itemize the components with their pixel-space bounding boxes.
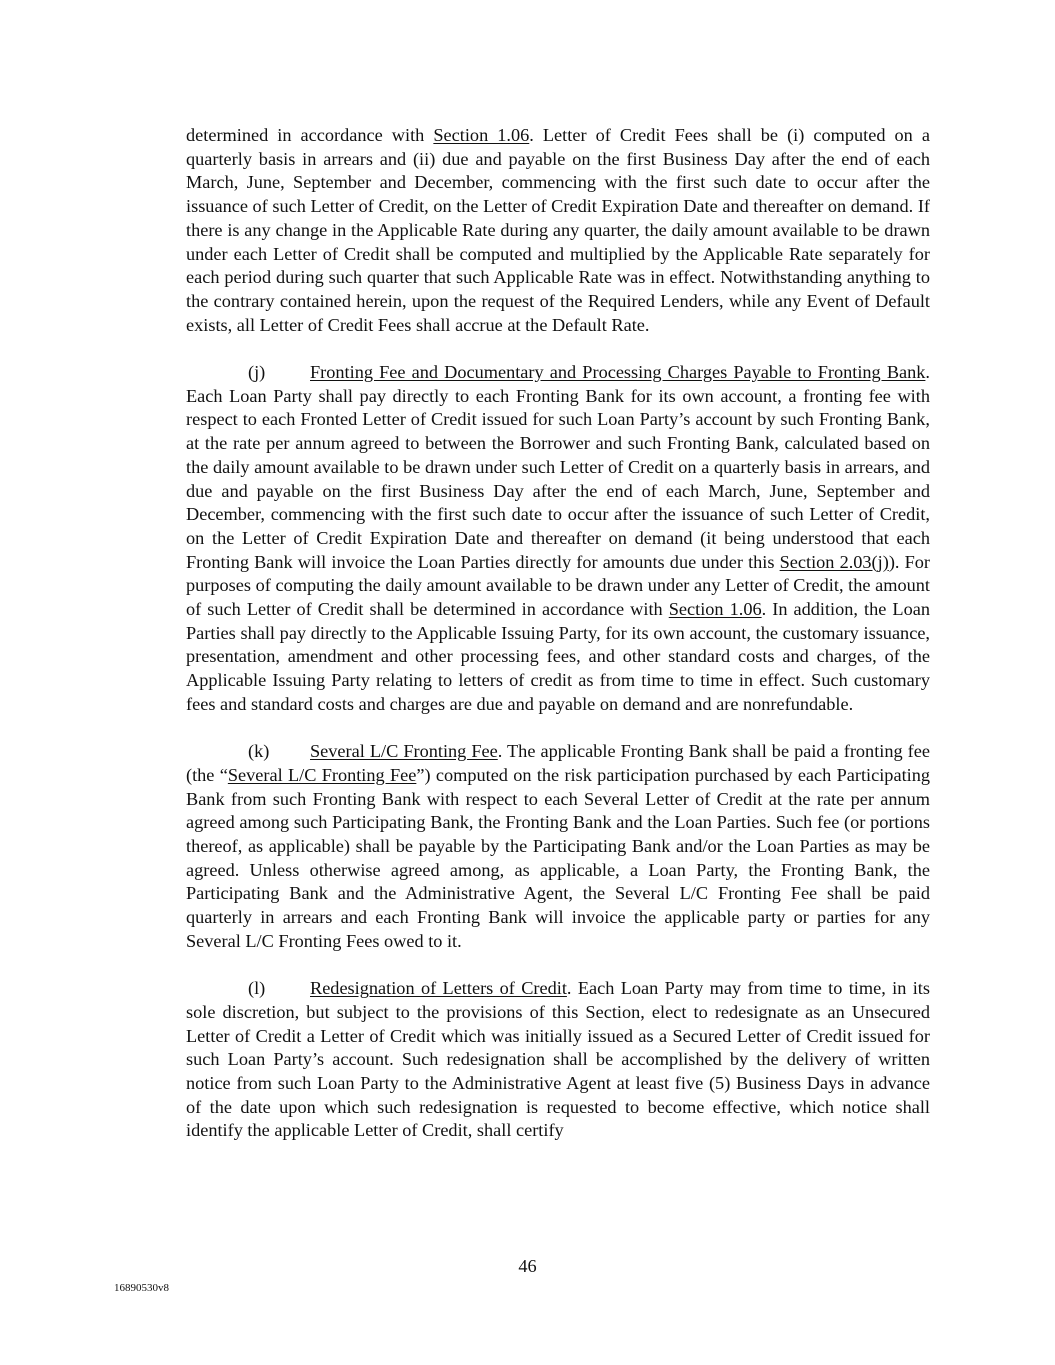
page-body [186, 124, 930, 1143]
paragraph-continuation [186, 124, 930, 337]
section-l-heading: Redesignation of Letters of Credit [310, 978, 567, 999]
section-reference: Section 1.06 [668, 599, 762, 620]
section-j-heading: Fronting Fee and Documentary and Processing Charges Payable to Fronting Bank [310, 362, 926, 383]
section-k-paragraph [186, 740, 930, 953]
paragraph-text: . Each Loan Party may from time to time, in its sole discretion, but subject to the provisions of this Section, elect to redesignate as an Unsecured Letter of Credit a Letter of Credit which was initially issued as a Secured Letter of Credit issued for such Loan Party’s account. Such redesignation shall be accomplished by the delivery of written notice from such Loan Party to the Administrative Agent at least five (5) Business Days in advance of the date upon which such redesignation is requested to become effective, which notice shall identify the applicable Letter of Credit, shall certify [186, 978, 930, 1141]
section-j-paragraph [186, 361, 930, 717]
paragraph-text: . Letter of Credit Fees shall be (i) computed on a quarterly basis in arrears and (ii) due and payable on the first Business Day after the end of each March, June, September and December, commencing with the first such date to occur after the issuance of such Letter of Credit, on the Letter of Credit Expiration Date and thereafter on demand. If there is any change in the Applicable Rate during any quarter, the daily amount available to be drawn under each Letter of Credit shall be computed and multiplied by the Applicable Rate separately for each period during such quarter that such Applicable Rate was in effect. Notwithstanding anything to the contrary contained herein, upon the request of the Required Lenders, while any Event of Default exists, all Letter of Credit Fees shall accrue at the Default Rate. [186, 125, 930, 335]
section-k-label: (k) [248, 741, 270, 762]
section-reference: Section 1.06 [433, 125, 530, 145]
paragraph-text: determined in accordance with [186, 125, 434, 145]
paragraph-text: ). For purposes of computing the daily amount available to be drawn under any Letter of Credit, the amount of such Letter of Credit shall be determined in accordance with [186, 551, 931, 620]
section-l-label: (l) [248, 978, 266, 999]
paragraph-text: . The applicable Fronting Bank shall be paid a fronting fee (the “ [186, 741, 930, 785]
document-id: 16890530v8 [114, 1282, 169, 1294]
paragraph-text: ”) computed on the risk participation purchased by each Participating Bank from such Fronting Bank with respect to each Several Letter of Credit at the rate per annum agreed among such Participating Bank, the Fronting Bank and the Loan Parties. Such fee (or portions thereof, as applicable) shall be payable by the Participating Bank and/or the Loan Parties as may be agreed. Unless otherwise agreed among, as applicable, a Loan Party, the Fronting Bank, the Participating Bank and the Administrative Agent, the Several L/C Fronting Fee shall be paid quarterly in arrears and each Fronting Bank will invoice the applicable party or parties for any Several L/C Fronting Fees owed to it. [186, 764, 931, 951]
paragraph-text: . In addition, the Loan Parties shall pay directly to the Applicable Issuing Party, for its own account, the customary issuance, presentation, amendment and other processing fees, and other standard costs and charges, of the Applicable Issuing Party relating to letters of credit as from time to time in effect. Such customary fees and standard costs and charges are due and payable on demand and are nonrefundable. [186, 599, 930, 714]
section-j-label: (j) [248, 362, 266, 383]
paragraph-text: . Each Loan Party shall pay directly to each Fronting Bank for its own account, a fronting fee with respect to each Fronted Letter of Credit issued for such Loan Party’s account by such Fronting Bank, at the rate per annum agreed to between the Borrower and such Fronting Bank, calculated based on the daily amount available to be drawn under such Letter of Credit on a quarterly basis in arrears, and due and payable on the first Business Day after the end of each March, June, September and December, commencing with the first such date to occur after the issuance of such Letter of Credit, on the Letter of Credit Expiration Date and thereafter on demand (it being understood that each Fronting Bank will invoice the Loan Parties directly for amounts due under this [186, 362, 930, 572]
section-l-paragraph [186, 977, 930, 1143]
section-reference: Section 2.03(j) [779, 551, 889, 572]
defined-term: Several L/C Fronting Fee [227, 764, 417, 785]
page-number: 46 [518, 1256, 537, 1276]
section-k-heading: Several L/C Fronting Fee [310, 741, 498, 762]
